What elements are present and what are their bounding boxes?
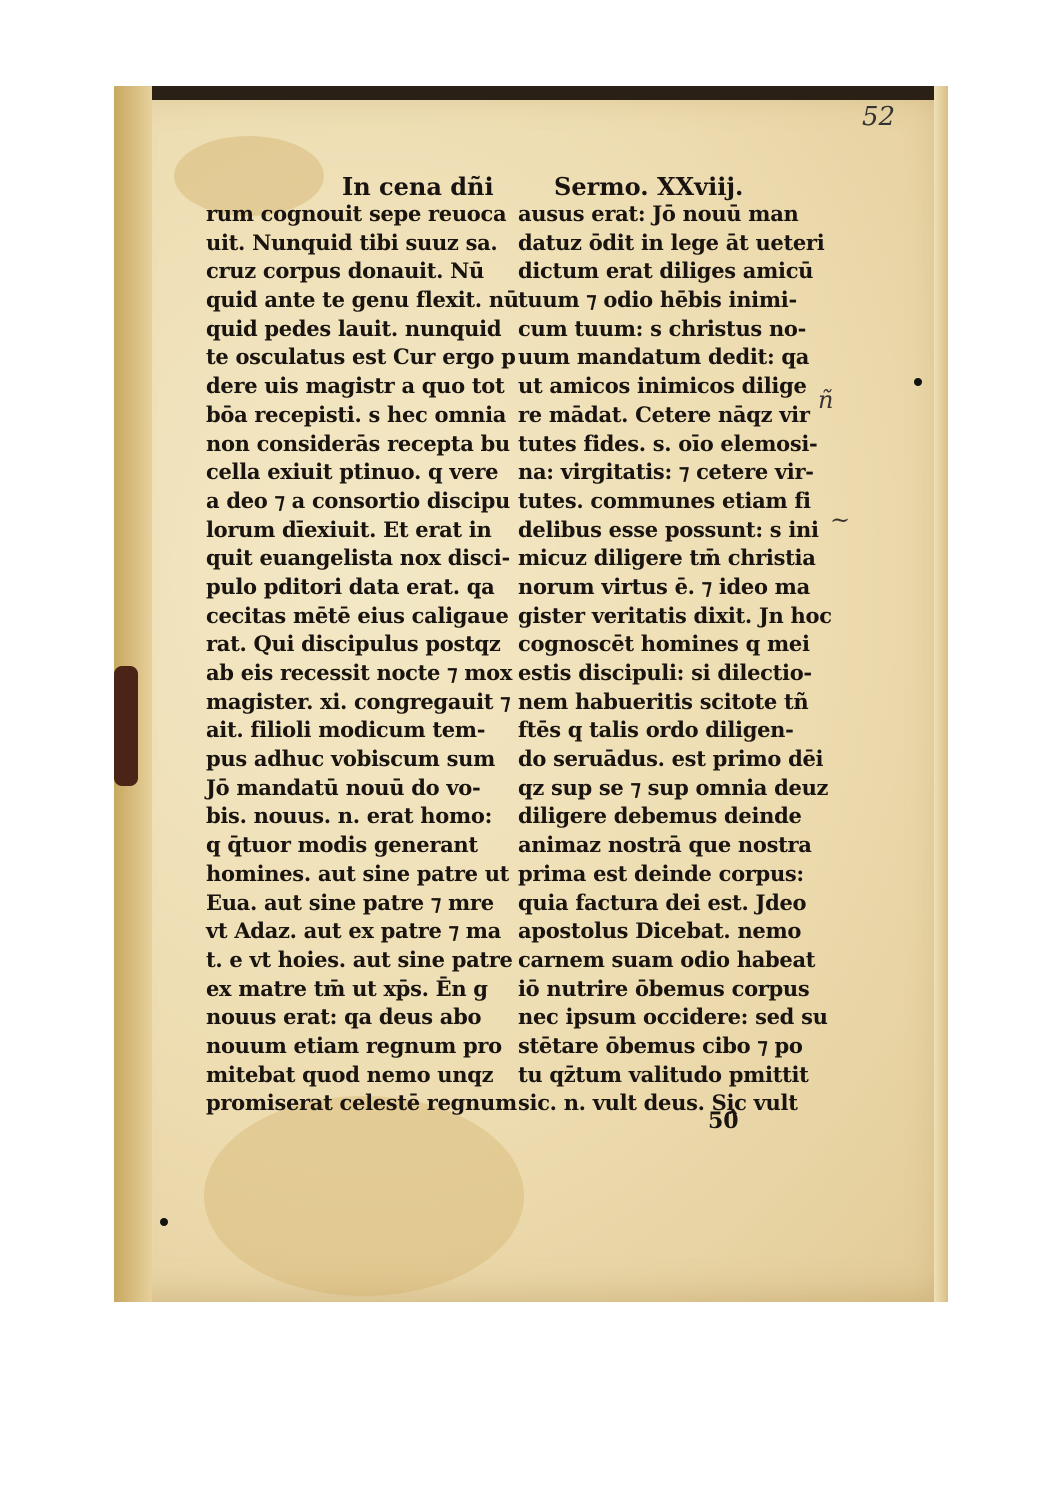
text-line: sic. n. vult deus. Sic vult	[518, 1090, 798, 1116]
text-line: do seruādus. est primo dēi	[518, 746, 824, 772]
text-line: non considerās recepta bu	[206, 430, 510, 456]
paper-stain	[204, 1096, 524, 1296]
text-line: nem habueritis scitote tñ	[518, 688, 809, 714]
text-line: micuz diligere tm̄ christia	[518, 545, 816, 571]
text-line: quit euangelista nox disci-	[206, 545, 510, 571]
text-line: a deo ⁊ a consortio discipu	[206, 487, 510, 513]
text-line: t. e vt hoies. aut sine patre	[206, 946, 513, 972]
text-line: ait. filioli modicum tem-	[206, 717, 486, 743]
signature-mark: 50̂	[708, 1108, 739, 1134]
text-line: rat. Qui discipulus postqz	[206, 631, 501, 657]
text-line: quid ante te genu flexit. nū	[206, 287, 519, 313]
text-line: Eua. aut sine patre ⁊ mre	[206, 889, 494, 915]
binding-mark	[114, 666, 138, 786]
text-line: lorum dīexiuit. Et erat in	[206, 516, 492, 542]
text-line: nouus erat: qa deus abo	[206, 1004, 482, 1030]
text-line: ausus erat: Jō nouū man	[518, 201, 799, 226]
text-line: ab eis recessit nocte ⁊ mox	[206, 660, 513, 685]
text-line: cognoscēt homines q mei	[518, 631, 810, 657]
text-line: q q̄tuor modis generant	[206, 832, 478, 858]
text-line: nec ipsum occidere: sed su	[518, 1004, 828, 1030]
text-line: norum virtus ē. ⁊ ideo ma	[518, 573, 810, 599]
text-line: apostolus Dicebat. nemo	[518, 918, 802, 944]
text-line: delibus esse possunt: s ini	[518, 516, 819, 542]
text-line: ex matre tm̄ ut xp̄s. Ēn g	[206, 975, 488, 1001]
text-line: pus adhuc vobiscum sum	[206, 746, 495, 772]
text-line: na: virgitatis: ⁊ cetere vir-	[518, 459, 814, 485]
text-line: diligere debemus deinde	[518, 803, 802, 829]
text-line: quid pedes lauit. nunquid	[206, 315, 502, 341]
text-line: tu qz̄tum valitudo pmittit	[518, 1061, 809, 1087]
text-line: pulo pditori data erat. qa	[206, 573, 495, 599]
text-column-right	[518, 200, 832, 1118]
text-line: vt Adaz. aut ex patre ⁊ ma	[206, 918, 501, 944]
text-line: promiserat celestē regnum	[206, 1090, 517, 1116]
text-line: gister veritatis dixit. Jn hoc	[518, 602, 832, 628]
text-line: cruz corpus donauit. Nū	[206, 258, 484, 284]
text-line: ut amicos inimicos dilige	[518, 373, 807, 399]
margin-note: ñ	[818, 386, 834, 414]
text-line: estis discipuli: si dilectio-	[518, 660, 812, 685]
text-line: tutes. communes etiam fi	[518, 487, 811, 513]
text-line: magister. xi. congregauit ⁊	[206, 688, 511, 714]
text-line: carnem suam odio habeat	[518, 946, 816, 972]
manuscript-scan	[114, 86, 948, 1302]
scan-right-edge	[934, 86, 948, 1302]
text-line: dictum erat diliges amicū	[518, 258, 814, 284]
text-line: cum tuum: s christus no-	[518, 315, 807, 341]
text-line: cella exiuit ptinuo. q vere	[206, 459, 499, 485]
text-line: rum cognouit sepe reuoca	[206, 201, 507, 226]
text-line: prima est deinde corpus:	[518, 860, 804, 886]
text-line: uum mandatum dedit: qa	[518, 344, 810, 370]
scan-top-edge	[114, 86, 948, 100]
text-line: animaz nostrā que nostra	[518, 832, 812, 858]
text-line: stētare ōbemus cibo ⁊ po	[518, 1032, 803, 1058]
text-column-left	[206, 200, 519, 1118]
text-line: tutes fides. s. oīo elemosi-	[518, 430, 818, 456]
text-line: quia factura dei est. Jdeo	[518, 889, 807, 915]
text-line: cecitas mētē eius caligaue	[206, 602, 509, 628]
ink-dot	[914, 378, 922, 386]
text-line: Jō mandatū nouū do vo-	[206, 774, 481, 800]
text-line: bōa recepisti. s hec omnia	[206, 401, 507, 427]
text-line: bis. nouus. n. erat homo:	[206, 803, 493, 829]
margin-note: ~	[830, 506, 851, 534]
folio-number: 52	[862, 102, 896, 132]
text-line: mitebat quod nemo unqz	[206, 1061, 494, 1087]
running-header-right: Sermo. XXviij.	[554, 172, 744, 201]
text-line: homines. aut sine patre ut	[206, 860, 510, 886]
ink-dot	[160, 1218, 168, 1226]
text-line: uit. Nunquid tibi suuz sa.	[206, 229, 498, 255]
running-header-left: In cena dñi	[342, 172, 494, 201]
text-line: ftēs q talis ordo diligen-	[518, 717, 794, 743]
text-line: nouum etiam regnum pro	[206, 1032, 502, 1058]
text-line: te osculatus est Cur ergo p	[206, 344, 516, 370]
text-line: iō nutrire ōbemus corpus	[518, 975, 810, 1001]
text-line: tuum ⁊ odio hēbis inimi-	[518, 287, 797, 313]
text-line: re mādat. Cetere nāqz vir	[518, 401, 810, 427]
text-line: datuz ōdit in lege āt ueteri	[518, 229, 825, 255]
text-line: qz sup se ⁊ sup omnia deuz	[518, 774, 829, 800]
text-line: dere uis magistr a quo tot	[206, 373, 505, 399]
